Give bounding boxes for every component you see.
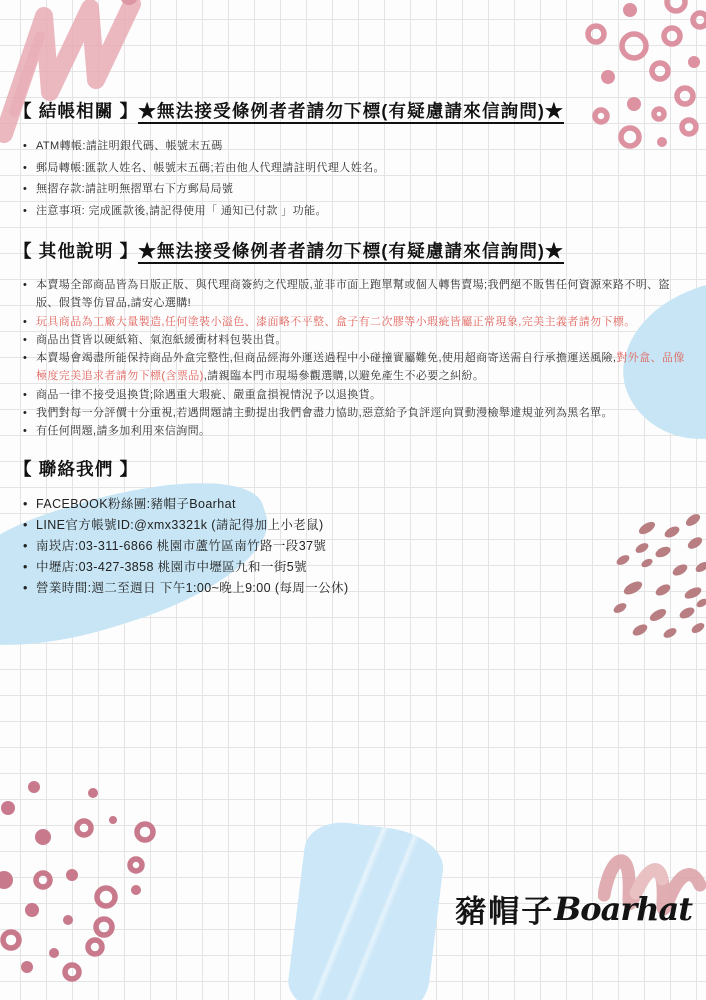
section-title-checkout <box>14 98 690 123</box>
section-title-warning: ★無法接受條例者者請勿下標(有疑慮請來信詢問)★ <box>138 101 563 124</box>
note-authentic-goods: • 本賣場全部商品皆為日版正版、與代理商簽約之代理版,並非市面上跑單幫或個人轉售賣場;我們絕不販售任何資源來路不明、盜版、假貨等仿冒品,請安心選購! <box>36 276 690 313</box>
brand-logo-latin: Boarhat <box>554 889 692 928</box>
pink-leopard-dots-bottom-left-icon <box>0 775 179 1000</box>
note-no-returns: • 商品一律不接受退換貨;除遇重大瑕疵、嚴重盒損視情況予以退換貨。 <box>36 386 690 404</box>
brand-logo <box>455 886 692 931</box>
note-atm-transfer: • ATM轉帳:請註明銀代碼、帳號末五碼 <box>36 136 690 158</box>
note-questions: • 有任何問題,請多加利用來信詢問。 <box>36 422 690 440</box>
contact-nankan-store: • 南崁店:03-311-6866 桃園市蘆竹區南竹路一段37號 <box>36 536 690 557</box>
note-passbookless-deposit: • 無摺存款:請註明無摺單右下方郵局局號 <box>36 179 690 201</box>
contact-line-id: • LINE官方帳號ID:@xmx3321k (請記得加上小老鼠) <box>36 515 690 536</box>
section-title-other <box>14 238 690 263</box>
contact-facebook: • FACEBOOK粉絲團:豬帽子Boarhat <box>36 494 690 515</box>
section-title-bracket: 【 聯絡我們 】 <box>14 458 139 479</box>
note-shipping-risk: • 本賣場會竭盡所能保持商品外盒完整性,但商品經海外運送過程中小碰撞實屬難免,使用超商寄送需自行承擔運送風險,對外盒、品像極度完美追求者請勿下標(含票品),請親臨本門市現場參觀選購,以避免產生不必要之糾紛。 <box>36 349 690 386</box>
brand-logo-cjk: 豬帽子 <box>455 894 555 929</box>
contact-zhongli-store: • 中壢店:03-427-3858 桃園市中壢區九和一街5號 <box>36 557 690 578</box>
note-ratings: • 我們對每一分評價十分重視,若遇問題請主動提出我們會盡力協助,惡意給予負評逕向買動漫檢舉違規並列為黑名單。 <box>36 404 690 422</box>
section-title-bracket: 【 結帳相關 】 <box>14 101 139 121</box>
other-notes-list <box>14 276 690 441</box>
checkout-notes-list <box>14 136 690 222</box>
note-payment-notice: • 注意事項: 完成匯款後,請記得使用「 通知已付款 」功能。 <box>36 201 690 223</box>
note-packaging: • 商品出貨皆以硬紙箱、氣泡紙緩衝材料包裝出貨。 <box>36 331 690 349</box>
section-title-bracket: 【 其他說明 】 <box>14 241 139 261</box>
section-title-warning: ★無法接受條例者者請勿下標(有疑慮請來信詢問)★ <box>138 241 563 264</box>
section-title-contact <box>14 456 690 481</box>
note-post-transfer: • 郵局轉帳:匯款人姓名、帳號末五碼;若由他人代理請註明代理人姓名。 <box>36 158 690 180</box>
blue-brush-stroke-icon <box>285 818 447 1000</box>
contact-list <box>14 494 690 599</box>
contact-business-hours: • 營業時間:週二至週日 下午1:00~晚上9:00 (每周一公休) <box>36 578 690 599</box>
note-factory-flaws: • 玩具商品為工廠大量製造,任何塗裝小溢色、漆面略不平整、盒子有二次膠等小瑕疵皆屬正常現象,完美主義者請勿下標。 <box>36 313 690 331</box>
